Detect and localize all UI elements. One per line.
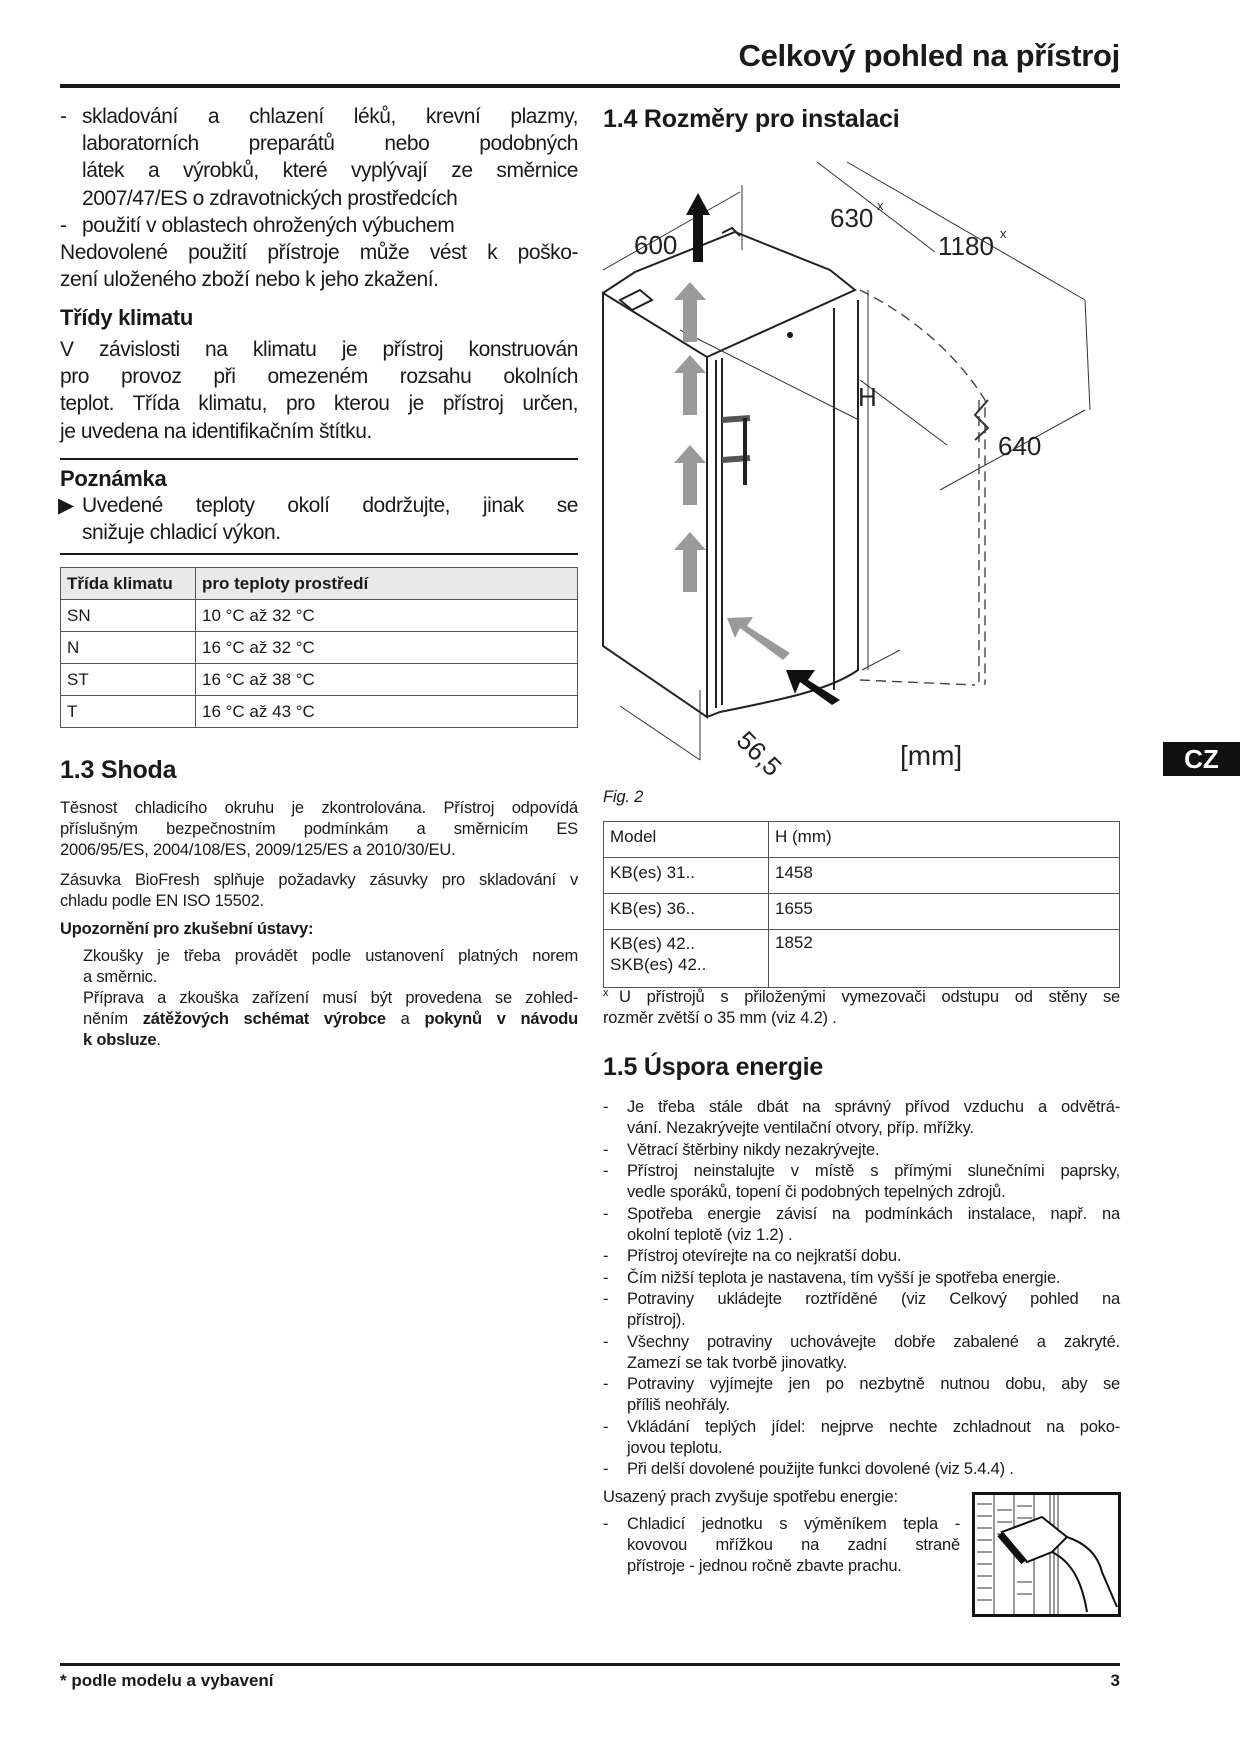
conformity-heading: 1.3 Shoda [60,756,177,784]
table-row [604,858,1120,894]
text-line: okolní teplotě (viz 1.2) . [627,1225,793,1244]
conformity-paragraph [60,798,578,861]
text-line: přístroje - jednou ročně zbavte prachu. [627,1557,902,1575]
door-hinge-dot [787,332,793,338]
unit-label: [mm] [900,740,963,771]
bullet-item [603,1332,1120,1374]
dimension-door: 640 [998,431,1042,461]
triangle-bullet-icon: ▶ [58,494,74,517]
airflow-arrow-up-icon [674,445,706,505]
footnote [603,987,1120,1029]
dimension-height: H [858,382,877,412]
cell: 16 °C až 38 °C [196,664,578,696]
bold-text: pokynů v návodu [424,1010,578,1028]
wall-spacer-icon [975,400,988,440]
text-line: kovovou mřížkou na zadní straně [627,1536,960,1554]
header-cell: Třída klimatu [61,568,196,600]
dimensions-heading: 1.4 Rozměry pro instalaci [603,105,900,133]
text-line: teplot. Třída klimatu, pro kterou je přístroj určen, [60,392,578,416]
dimension-depth-mark: x [877,198,884,213]
text-line: Větrací štěrbiny nikdy nezakrývejte. [627,1140,880,1159]
airflow-arrow-up-icon [674,532,706,592]
biofresh-paragraph [60,870,578,912]
text-line: Je třeba stále dbát na správný přívod vzduchu a odvětrá- [627,1098,1120,1116]
airflow-arrow-up-icon [674,282,706,342]
cleaning-condenser-illustration [972,1492,1121,1617]
text: něním [83,1010,143,1028]
bullet-dash: - [603,1515,609,1533]
text-line: a směrnic. [83,968,158,986]
text-line: Těsnost chladicího okruhu je zkontrolována. Přístroj odpovídá [60,799,578,817]
dimension-width: 600 [634,230,678,260]
bullet-item [603,1374,1120,1416]
cell: KB(es) 42.. SKB(es) 42.. [604,930,769,988]
footnote-mark: x [603,987,609,999]
bullet-dash: - [603,1098,609,1116]
text-line: příslušným bezpečnostním podmínkám a směrnicím ES [60,820,578,838]
cell: N [61,632,196,664]
bullet-dash: - [603,1332,609,1351]
text-line: zení uloženého zboží nebo k jeho zkažení. [60,268,439,292]
text-line: Nedovolené použití přístroje může vést k poško- [60,241,578,265]
text-line: Potraviny vyjímejte jen po nezbytně nutnou dobu, aby se [627,1375,1120,1393]
text-line: je uvedena na identifikačním štítku. [60,419,372,443]
energy-heading: 1.5 Úspora energie [603,1053,824,1081]
cell: 16 °C až 43 °C [196,696,578,728]
cell: SN [61,600,196,632]
cell: 1852 [769,930,1120,988]
labs-paragraph [83,946,578,1051]
page-title: Celkový pohled na přístroj [738,38,1120,73]
bullet-dash: - [60,213,67,237]
text-line: 2007/47/ES o zdravotnických prostředcích [82,186,458,210]
text-line: Čím nižší teplota je nastavena, tím vyšší je spotřeba energie. [627,1268,1061,1287]
cell: 10 °C až 32 °C [196,600,578,632]
model-height-table [603,821,1120,988]
bullet-dash: - [603,1162,609,1180]
header-cell: H (mm) [769,822,1120,858]
airflow-inlet-arrow-icon [786,670,840,705]
text-line: jovou teplotu. [627,1438,723,1457]
bullet-dash: - [603,1247,609,1265]
language-tab: CZ [1163,742,1240,776]
text-line: Všechny potraviny uchovávejte dobře zabalené a zakryté. [627,1332,1120,1351]
text-line: Spotřeba energie závisí na podmínkách instalace, např. na [627,1204,1120,1223]
text: . [156,1031,161,1049]
bullet-dash: - [603,1204,609,1223]
cell: KB(es) 36.. [604,894,769,930]
energy-bullets [603,1097,1120,1481]
text-line: Zkoušky je třeba provádět podle ustanovení platných norem [83,947,578,965]
header-cell: Model [604,822,769,858]
text-line: Přístroj neinstalujte v místě s přímými slunečními paprsky, [627,1162,1120,1180]
bullet-dash: - [603,1417,609,1436]
bullet-dash: - [603,1375,609,1393]
airflow-outlet-arrow-icon [686,193,710,262]
airflow-arrows [674,282,790,660]
bullet-item [603,1417,1120,1459]
installation-dimensions-figure [0,0,1240,800]
text-line: Příprava a zkouška zařízení musí být provedena se zohled- [83,989,578,1007]
text-line: vedle sporáků, topení či podobných tepelných zdrojů. [627,1183,1006,1201]
cell: 1655 [769,894,1120,930]
note-heading: Poznámka [60,466,167,491]
text-line: Při delší dovolené použijte funkci dovolené (viz 5.4.4) . [627,1460,1014,1478]
figure-caption: Fig. 2 [603,788,644,806]
bold-text: k obsluze [83,1031,157,1049]
dimension-offset: 56,5 [730,725,788,783]
dust-intro: Usazený prach zvyšuje spotřebu energie: [603,1488,898,1506]
text-line: Uvedené teploty okolí dodržujte, jinak se [82,494,578,517]
dimension-open-depth: 1180 [938,231,994,261]
airflow-arrow-diagonal-icon [727,617,790,660]
dimension-open-mark: x [1000,226,1007,241]
text-line: příliš neohřály. [627,1396,730,1414]
bullet-item [603,1459,1120,1480]
text-line: Zamezí se tak tvorbě jinovatky. [627,1353,847,1372]
bullet-item [603,1140,1120,1161]
dimension-depth: 630 [830,203,874,233]
text-line: V závislosti na klimatu je přístroj konstruován [60,338,578,361]
text-line: snižuje chladicí výkon. [82,521,281,545]
page-number: 3 [1110,1671,1120,1690]
table-header-row [604,822,1120,858]
text-line: U přístrojů s přiloženými vymezovači odstupu od stěny se [619,988,1120,1006]
bold-text: zátěžových schémat výrobce [142,1010,386,1028]
text-line: pro provoz při omezeném rozsahu okolních [60,365,578,389]
cell: KB(es) 31.. [604,858,769,894]
text-line: chladu podle EN ISO 15502. [60,892,264,910]
bullet-item [603,1161,1120,1203]
climate-heading: Třídy klimatu [60,305,194,330]
text-line: rozměr zvětší o 35 mm (viz 4.2) . [603,1009,837,1027]
bullet-dash: - [603,1268,609,1287]
footer-note: * podle modelu a vybavení [60,1671,274,1690]
table-row [604,930,1120,988]
text-line: vání. Nezakrývejte ventilační otvory, příp. mřížky. [627,1119,974,1137]
text-line: použití v oblastech ohrožených výbuchem [82,213,455,237]
bullet-item [603,1204,1120,1246]
text: a [385,1010,425,1028]
bullet-dash: - [603,1460,609,1478]
airflow-arrow-up-icon [674,355,706,415]
text-line: laboratorních preparátů nebo podobných [82,132,578,156]
cell: T [61,696,196,728]
table-row [604,894,1120,930]
text-line: Přístroj otevírejte na co nejkratší dobu. [627,1247,902,1265]
dust-bullet [603,1514,960,1577]
cell: ST [61,664,196,696]
bullet-item [603,1289,1120,1331]
header-cell: pro teploty prostředí [196,568,578,600]
text-line: Zásuvka BioFresh splňuje požadavky zásuvky pro skladování v [60,871,578,889]
text-line: Chladicí jednotku s výměníkem tepla - [627,1515,960,1533]
text-line: Vkládání teplých jídel: nejprve nechte zchladnout na poko- [627,1417,1120,1436]
bullet-item [603,1097,1120,1139]
bullet-dash: - [60,105,67,128]
bullet-item [603,1268,1120,1289]
door-swing-lines [860,290,985,685]
fridge-outline [603,228,858,717]
text-line: látek a výrobků, které vyplývají ze směrnice [82,159,578,183]
labs-heading: Upozornění pro zkušební ústavy: [60,920,314,938]
text-line: 2006/95/ES, 2004/108/ES, 2009/125/ES a 2010/30/EU. [60,841,456,859]
text-line: Potraviny ukládejte roztříděné (viz Celkový pohled na [627,1290,1120,1308]
footer-rule [60,1663,1120,1666]
bullet-dash: - [603,1140,609,1159]
text-line: skladování a chlazení léků, krevní plazmy, [82,105,578,128]
bullet-dash: - [603,1290,609,1308]
cell: 16 °C až 32 °C [196,632,578,664]
text-line: přístroj). [627,1311,686,1329]
cell: 1458 [769,858,1120,894]
bullet-item [603,1246,1120,1267]
